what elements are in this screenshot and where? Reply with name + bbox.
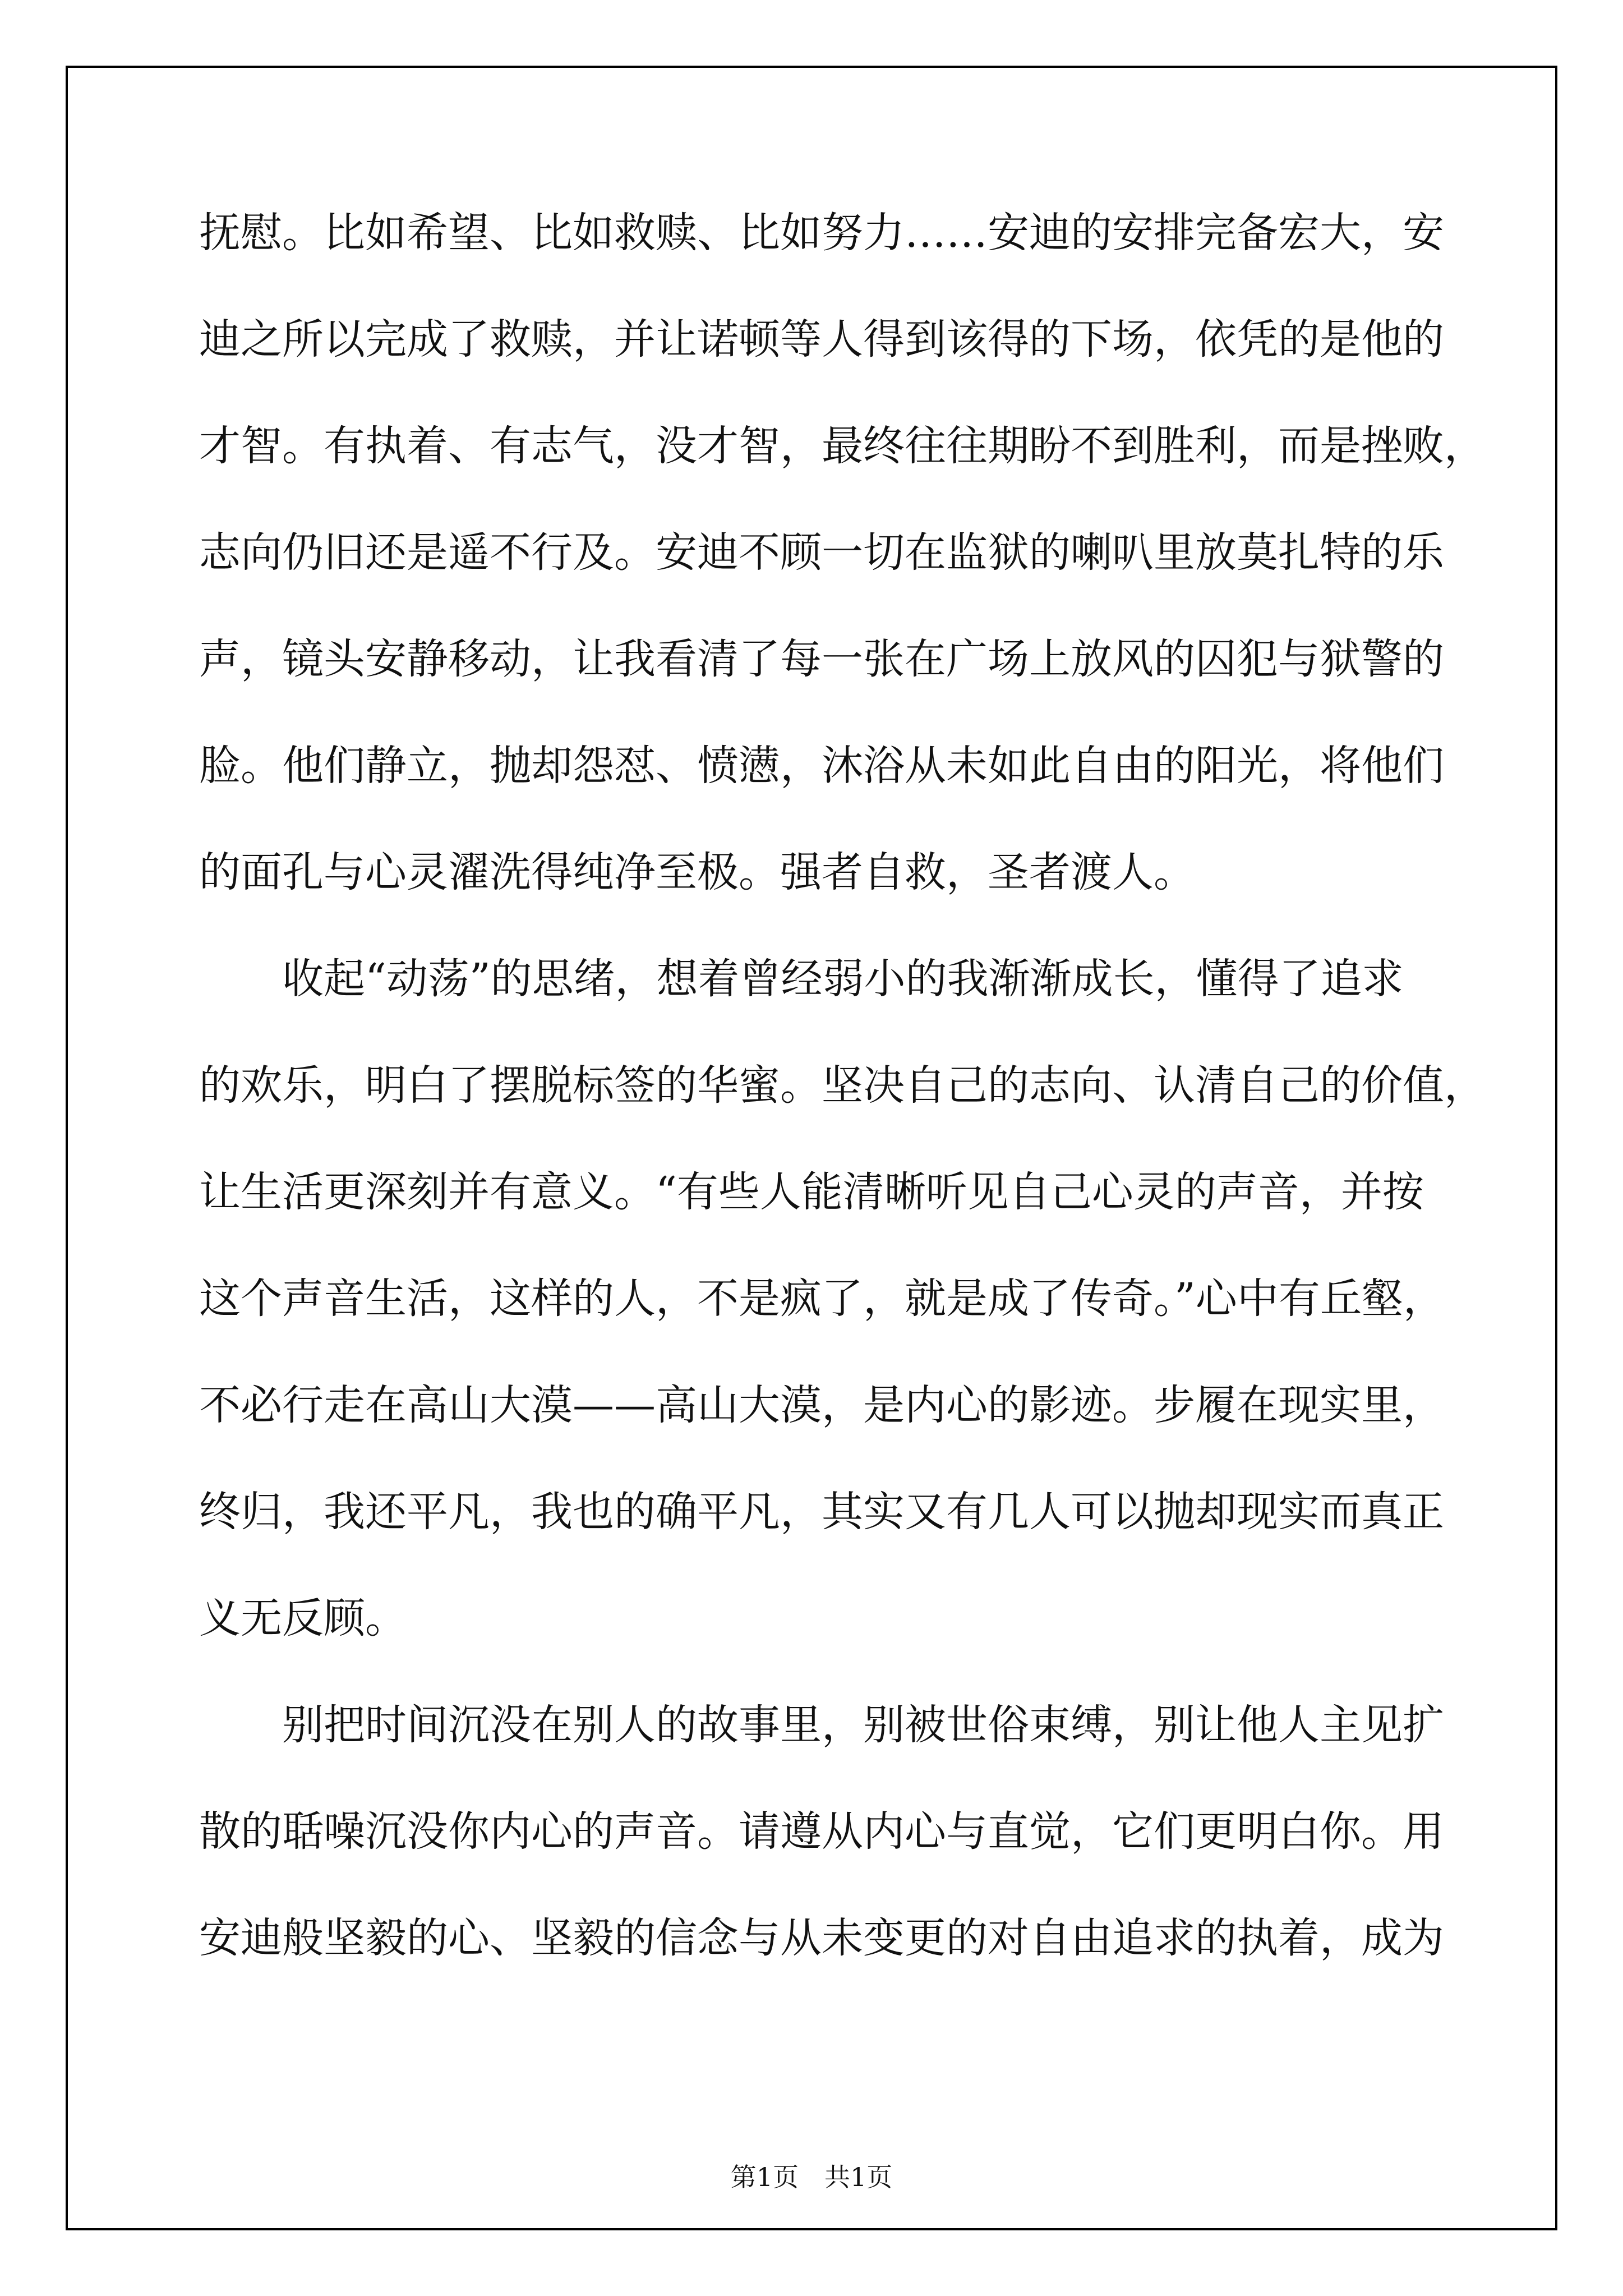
text-line: 才智。有执着、有志气，没才智，最终往往期盼不到胜利，而是挫败，: [199, 422, 1486, 470]
text-line: 义无反顾。: [199, 1594, 407, 1642]
text-line: 别把时间沉没在别人的故事里，别被世俗束缚，别让他人主见扩: [199, 1701, 1444, 1749]
text-line: 让生活更深刻并有意义。“有些人能清晰听见自己心灵的声音，并按: [199, 1168, 1424, 1216]
page-footer: 第1页 共1页: [730, 2162, 893, 2192]
page-border: [66, 66, 1557, 2230]
text-line: 收起“动荡”的思绪，想着曾经弱小的我渐渐成长，懂得了追求: [199, 955, 1404, 1003]
text-line: 迪之所以完成了救赎，并让诺顿等人得到该得的下场，依凭的是他的: [199, 315, 1444, 364]
text-line: 这个声音生活，这样的人，不是疯了，就是成了传奇。”心中有丘壑，: [199, 1274, 1445, 1323]
text-line: 安迪般坚毅的心、坚毅的信念与从未变更的对自由追求的执着，成为: [199, 1914, 1444, 1962]
text-line: 不必行走在高山大漠——高山大漠，是内心的影迹。步履在现实里，: [199, 1381, 1444, 1429]
text-line: 散的聒噪沉没你内心的声音。请遵从内心与直觉，它们更明白你。用: [199, 1807, 1444, 1856]
text-line: 脸。他们静立，抛却怨怼、愤懑，沐浴从未如此自由的阳光，将他们: [199, 742, 1444, 790]
text-line: 抚慰。比如希望、比如救赎、比如努力……安迪的安排完备宏大，安: [199, 209, 1444, 257]
text-line: 的面孔与心灵濯洗得纯净至极。强者自救，圣者渡人。: [199, 848, 1195, 896]
text-line: 志向仍旧还是遥不行及。安迪不顾一切在监狱的喇叭里放莫扎特的乐: [199, 528, 1444, 577]
text-line: 终归，我还平凡，我也的确平凡，其实又有几人可以抛却现实而真正: [199, 1488, 1444, 1536]
text-line: 声，镜头安静移动，让我看清了每一张在广场上放风的囚犯与狱警的: [199, 635, 1444, 683]
text-line: 的欢乐，明白了摆脱标签的华蜜。坚决自己的志向、认清自己的价值，: [199, 1061, 1486, 1110]
